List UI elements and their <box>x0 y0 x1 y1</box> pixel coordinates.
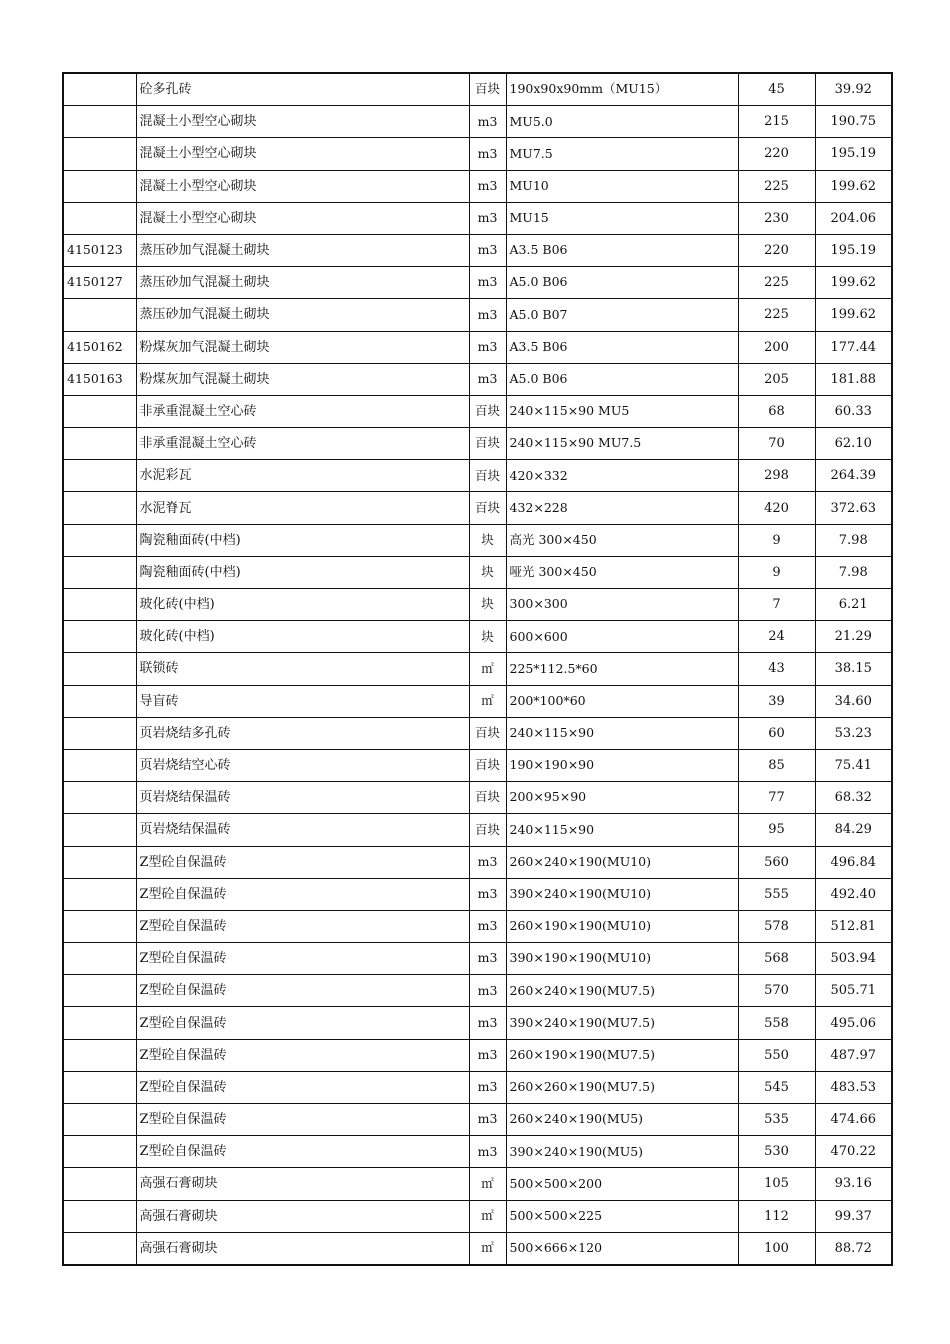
cell-price-excl-tax: 474.66 <box>815 1104 892 1136</box>
cell-price: 43 <box>738 653 815 685</box>
cell-price: 420 <box>738 492 815 524</box>
table-row <box>63 267 892 299</box>
cell-price: 112 <box>738 1200 815 1232</box>
table-row <box>63 556 892 588</box>
cell-specification: 190x90x90mm（MU15） <box>506 73 738 106</box>
cell-unit: m3 <box>469 234 506 266</box>
cell-material-name: 高强石膏砌块 <box>136 1200 469 1232</box>
cell-specification: 200×95×90 <box>506 782 738 814</box>
cell-price: 60 <box>738 717 815 749</box>
cell-price-excl-tax: 496.84 <box>815 846 892 878</box>
cell-material-code <box>63 299 136 331</box>
cell-price: 205 <box>738 363 815 395</box>
cell-material-name: 混凝土小型空心砌块 <box>136 202 469 234</box>
table-row <box>63 524 892 556</box>
table-row <box>63 814 892 846</box>
cell-price: 230 <box>738 202 815 234</box>
table-row <box>63 782 892 814</box>
cell-price: 555 <box>738 878 815 910</box>
cell-material-name: Z型砼自保温砖 <box>136 975 469 1007</box>
cell-price-excl-tax: 199.62 <box>815 170 892 202</box>
cell-material-name: 高强石膏砌块 <box>136 1168 469 1200</box>
cell-unit: 百块 <box>469 395 506 427</box>
cell-price: 45 <box>738 73 815 106</box>
cell-specification: 500×500×225 <box>506 1200 738 1232</box>
cell-unit: m3 <box>469 975 506 1007</box>
cell-material-name: 玻化砖(中档) <box>136 621 469 653</box>
cell-price-excl-tax: 512.81 <box>815 910 892 942</box>
cell-material-code <box>63 1168 136 1200</box>
cell-unit: 百块 <box>469 782 506 814</box>
cell-price: 7 <box>738 589 815 621</box>
cell-material-code <box>63 1039 136 1071</box>
cell-specification: A5.0 B06 <box>506 267 738 299</box>
cell-specification: MU7.5 <box>506 138 738 170</box>
cell-price-excl-tax: 195.19 <box>815 138 892 170</box>
cell-material-name: 水泥脊瓦 <box>136 492 469 524</box>
cell-unit: m3 <box>469 878 506 910</box>
cell-price-excl-tax: 199.62 <box>815 299 892 331</box>
table-row <box>63 1071 892 1103</box>
cell-material-code <box>63 878 136 910</box>
cell-specification: 240×115×90 MU5 <box>506 395 738 427</box>
cell-price-excl-tax: 199.62 <box>815 267 892 299</box>
cell-specification: 240×115×90 MU7.5 <box>506 428 738 460</box>
cell-price-excl-tax: 62.10 <box>815 428 892 460</box>
cell-price: 68 <box>738 395 815 427</box>
cell-material-name: 陶瓷釉面砖(中档) <box>136 556 469 588</box>
cell-price-excl-tax: 93.16 <box>815 1168 892 1200</box>
cell-material-code <box>63 910 136 942</box>
cell-material-code <box>63 460 136 492</box>
cell-price-excl-tax: 483.53 <box>815 1071 892 1103</box>
cell-price: 298 <box>738 460 815 492</box>
cell-unit: m3 <box>469 202 506 234</box>
cell-material-code <box>63 653 136 685</box>
cell-unit: m3 <box>469 1136 506 1168</box>
cell-unit: 块 <box>469 524 506 556</box>
cell-material-code <box>63 1136 136 1168</box>
cell-price: 70 <box>738 428 815 460</box>
table-row <box>63 170 892 202</box>
cell-specification: 600×600 <box>506 621 738 653</box>
table-row <box>63 202 892 234</box>
cell-unit: 百块 <box>469 428 506 460</box>
cell-price-excl-tax: 34.60 <box>815 685 892 717</box>
table-row <box>63 1039 892 1071</box>
cell-price-excl-tax: 75.41 <box>815 749 892 781</box>
cell-price-excl-tax: 487.97 <box>815 1039 892 1071</box>
cell-price: 225 <box>738 267 815 299</box>
cell-unit: m3 <box>469 331 506 363</box>
cell-material-name: 蒸压砂加气混凝土砌块 <box>136 234 469 266</box>
cell-material-name: 非承重混凝土空心砖 <box>136 428 469 460</box>
cell-price: 95 <box>738 814 815 846</box>
cell-price: 550 <box>738 1039 815 1071</box>
cell-material-code <box>63 749 136 781</box>
cell-unit: m3 <box>469 299 506 331</box>
cell-unit: 百块 <box>469 814 506 846</box>
table-row <box>63 106 892 138</box>
cell-specification: 260×190×190(MU10) <box>506 910 738 942</box>
cell-material-code <box>63 492 136 524</box>
cell-price-excl-tax: 190.75 <box>815 106 892 138</box>
table-row <box>63 717 892 749</box>
cell-specification: 390×240×190(MU10) <box>506 878 738 910</box>
cell-specification: 390×240×190(MU7.5) <box>506 1007 738 1039</box>
table-row <box>63 1200 892 1232</box>
cell-specification: A5.0 B07 <box>506 299 738 331</box>
cell-unit: ㎡ <box>469 1168 506 1200</box>
cell-price-excl-tax: 99.37 <box>815 1200 892 1232</box>
cell-price-excl-tax: 204.06 <box>815 202 892 234</box>
cell-price: 200 <box>738 331 815 363</box>
cell-unit: m3 <box>469 1039 506 1071</box>
table-row <box>63 1104 892 1136</box>
cell-price-excl-tax: 503.94 <box>815 943 892 975</box>
cell-price-excl-tax: 68.32 <box>815 782 892 814</box>
table-row <box>63 299 892 331</box>
cell-price: 560 <box>738 846 815 878</box>
cell-unit: 百块 <box>469 492 506 524</box>
table-row <box>63 1007 892 1039</box>
cell-price-excl-tax: 181.88 <box>815 363 892 395</box>
cell-material-code <box>63 73 136 106</box>
cell-unit: 块 <box>469 621 506 653</box>
cell-material-name: Z型砼自保温砖 <box>136 1039 469 1071</box>
cell-unit: m3 <box>469 1104 506 1136</box>
cell-material-code <box>63 170 136 202</box>
cell-material-code <box>63 1200 136 1232</box>
cell-price-excl-tax: 264.39 <box>815 460 892 492</box>
cell-specification: 高光 300×450 <box>506 524 738 556</box>
cell-material-name: 混凝土小型空心砌块 <box>136 138 469 170</box>
cell-price-excl-tax: 39.92 <box>815 73 892 106</box>
cell-material-name: 粉煤灰加气混凝土砌块 <box>136 363 469 395</box>
cell-material-name: 混凝土小型空心砌块 <box>136 106 469 138</box>
cell-price: 225 <box>738 170 815 202</box>
material-price-table <box>62 72 893 1266</box>
cell-specification: 190×190×90 <box>506 749 738 781</box>
cell-specification: 哑光 300×450 <box>506 556 738 588</box>
cell-price-excl-tax: 7.98 <box>815 524 892 556</box>
cell-unit: ㎡ <box>469 685 506 717</box>
cell-specification: 260×190×190(MU7.5) <box>506 1039 738 1071</box>
cell-material-code <box>63 1071 136 1103</box>
cell-price-excl-tax: 88.72 <box>815 1232 892 1265</box>
cell-unit: m3 <box>469 943 506 975</box>
cell-price: 530 <box>738 1136 815 1168</box>
cell-unit: m3 <box>469 1007 506 1039</box>
cell-material-name: Z型砼自保温砖 <box>136 1136 469 1168</box>
cell-price: 535 <box>738 1104 815 1136</box>
cell-specification: 260×240×190(MU10) <box>506 846 738 878</box>
cell-specification: 500×666×120 <box>506 1232 738 1265</box>
cell-specification: 200*100*60 <box>506 685 738 717</box>
cell-unit: m3 <box>469 846 506 878</box>
cell-material-name: 水泥彩瓦 <box>136 460 469 492</box>
cell-specification: A3.5 B06 <box>506 234 738 266</box>
table-row <box>63 1168 892 1200</box>
cell-price: 100 <box>738 1232 815 1265</box>
cell-price: 9 <box>738 524 815 556</box>
cell-unit: 百块 <box>469 749 506 781</box>
cell-material-name: 联锁砖 <box>136 653 469 685</box>
table-row <box>63 73 892 106</box>
cell-material-name: 混凝土小型空心砌块 <box>136 170 469 202</box>
cell-unit: m3 <box>469 1071 506 1103</box>
cell-unit: 块 <box>469 589 506 621</box>
table-row <box>63 1232 892 1265</box>
cell-specification: 225*112.5*60 <box>506 653 738 685</box>
cell-price: 77 <box>738 782 815 814</box>
cell-specification: 420×332 <box>506 460 738 492</box>
cell-material-name: 导盲砖 <box>136 685 469 717</box>
cell-material-name: 页岩烧结保温砖 <box>136 782 469 814</box>
cell-price-excl-tax: 470.22 <box>815 1136 892 1168</box>
cell-price: 105 <box>738 1168 815 1200</box>
cell-specification: MU5.0 <box>506 106 738 138</box>
cell-price-excl-tax: 38.15 <box>815 653 892 685</box>
table-row <box>63 685 892 717</box>
table-row <box>63 492 892 524</box>
cell-unit: ㎡ <box>469 1200 506 1232</box>
cell-specification: 240×115×90 <box>506 717 738 749</box>
cell-specification: 260×240×190(MU7.5) <box>506 975 738 1007</box>
cell-material-name: Z型砼自保温砖 <box>136 943 469 975</box>
cell-material-code <box>63 975 136 1007</box>
cell-material-code <box>63 685 136 717</box>
cell-specification: 260×240×190(MU5) <box>506 1104 738 1136</box>
cell-material-name: 陶瓷釉面砖(中档) <box>136 524 469 556</box>
table-row <box>63 846 892 878</box>
cell-material-name: 粉煤灰加气混凝土砌块 <box>136 331 469 363</box>
cell-material-code <box>63 782 136 814</box>
cell-material-code: 4150123 <box>63 234 136 266</box>
cell-price: 558 <box>738 1007 815 1039</box>
cell-material-code <box>63 138 136 170</box>
cell-specification: MU10 <box>506 170 738 202</box>
cell-material-code: 4150127 <box>63 267 136 299</box>
table-body <box>63 73 892 1265</box>
cell-price-excl-tax: 372.63 <box>815 492 892 524</box>
cell-material-code <box>63 589 136 621</box>
cell-material-code <box>63 621 136 653</box>
cell-material-name: 页岩烧结多孔砖 <box>136 717 469 749</box>
cell-material-name: Z型砼自保温砖 <box>136 1007 469 1039</box>
cell-material-name: Z型砼自保温砖 <box>136 1104 469 1136</box>
cell-material-code <box>63 1104 136 1136</box>
cell-price: 85 <box>738 749 815 781</box>
table-row <box>63 589 892 621</box>
cell-specification: A5.0 B06 <box>506 363 738 395</box>
cell-price: 578 <box>738 910 815 942</box>
cell-price-excl-tax: 177.44 <box>815 331 892 363</box>
cell-material-name: 非承重混凝土空心砖 <box>136 395 469 427</box>
cell-material-code <box>63 556 136 588</box>
cell-material-name: 蒸压砂加气混凝土砌块 <box>136 267 469 299</box>
cell-unit: 百块 <box>469 717 506 749</box>
cell-material-code <box>63 428 136 460</box>
table-row <box>63 395 892 427</box>
cell-specification: 300×300 <box>506 589 738 621</box>
cell-price: 225 <box>738 299 815 331</box>
cell-specification: 390×240×190(MU5) <box>506 1136 738 1168</box>
cell-material-name: 页岩烧结保温砖 <box>136 814 469 846</box>
cell-specification: 500×500×200 <box>506 1168 738 1200</box>
cell-price: 220 <box>738 138 815 170</box>
cell-price: 9 <box>738 556 815 588</box>
cell-material-code <box>63 1007 136 1039</box>
cell-unit: ㎡ <box>469 653 506 685</box>
cell-material-name: 玻化砖(中档) <box>136 589 469 621</box>
table-row <box>63 943 892 975</box>
cell-material-code <box>63 846 136 878</box>
table-row <box>63 749 892 781</box>
cell-material-code: 4150163 <box>63 363 136 395</box>
cell-material-name: 页岩烧结空心砖 <box>136 749 469 781</box>
cell-unit: 百块 <box>469 460 506 492</box>
cell-unit: m3 <box>469 267 506 299</box>
cell-price: 220 <box>738 234 815 266</box>
table-row <box>63 653 892 685</box>
cell-price-excl-tax: 505.71 <box>815 975 892 1007</box>
cell-unit: m3 <box>469 363 506 395</box>
cell-unit: 百块 <box>469 73 506 106</box>
table-row <box>63 331 892 363</box>
cell-price: 24 <box>738 621 815 653</box>
cell-material-code <box>63 814 136 846</box>
cell-material-code <box>63 395 136 427</box>
cell-unit: m3 <box>469 106 506 138</box>
cell-material-name: Z型砼自保温砖 <box>136 910 469 942</box>
cell-material-name: Z型砼自保温砖 <box>136 846 469 878</box>
cell-specification: MU15 <box>506 202 738 234</box>
cell-unit: m3 <box>469 170 506 202</box>
cell-price-excl-tax: 6.21 <box>815 589 892 621</box>
cell-unit: ㎡ <box>469 1232 506 1265</box>
cell-specification: 432×228 <box>506 492 738 524</box>
cell-price: 568 <box>738 943 815 975</box>
cell-price: 570 <box>738 975 815 1007</box>
cell-price-excl-tax: 7.98 <box>815 556 892 588</box>
cell-price-excl-tax: 495.06 <box>815 1007 892 1039</box>
table-row <box>63 910 892 942</box>
cell-material-name: 高强石膏砌块 <box>136 1232 469 1265</box>
cell-specification: 390×190×190(MU10) <box>506 943 738 975</box>
cell-price: 39 <box>738 685 815 717</box>
cell-material-name: 蒸压砂加气混凝土砌块 <box>136 299 469 331</box>
cell-specification: A3.5 B06 <box>506 331 738 363</box>
cell-price-excl-tax: 21.29 <box>815 621 892 653</box>
cell-unit: m3 <box>469 910 506 942</box>
table-row <box>63 878 892 910</box>
cell-price-excl-tax: 195.19 <box>815 234 892 266</box>
cell-material-code <box>63 943 136 975</box>
cell-material-name: Z型砼自保温砖 <box>136 1071 469 1103</box>
cell-material-code: 4150162 <box>63 331 136 363</box>
cell-material-code <box>63 524 136 556</box>
table-row <box>63 1136 892 1168</box>
table-row <box>63 975 892 1007</box>
cell-material-name: 砼多孔砖 <box>136 73 469 106</box>
table-row <box>63 621 892 653</box>
table-row <box>63 428 892 460</box>
cell-unit: m3 <box>469 138 506 170</box>
table-row <box>63 460 892 492</box>
cell-unit: 块 <box>469 556 506 588</box>
cell-price-excl-tax: 84.29 <box>815 814 892 846</box>
cell-specification: 240×115×90 <box>506 814 738 846</box>
cell-price: 545 <box>738 1071 815 1103</box>
cell-price-excl-tax: 60.33 <box>815 395 892 427</box>
cell-material-code <box>63 717 136 749</box>
cell-price-excl-tax: 492.40 <box>815 878 892 910</box>
cell-material-name: Z型砼自保温砖 <box>136 878 469 910</box>
cell-specification: 260×260×190(MU7.5) <box>506 1071 738 1103</box>
cell-material-code <box>63 106 136 138</box>
cell-material-code <box>63 1232 136 1265</box>
cell-material-code <box>63 202 136 234</box>
table-row <box>63 138 892 170</box>
table-row <box>63 363 892 395</box>
cell-price: 215 <box>738 106 815 138</box>
cell-price-excl-tax: 53.23 <box>815 717 892 749</box>
table-row <box>63 234 892 266</box>
